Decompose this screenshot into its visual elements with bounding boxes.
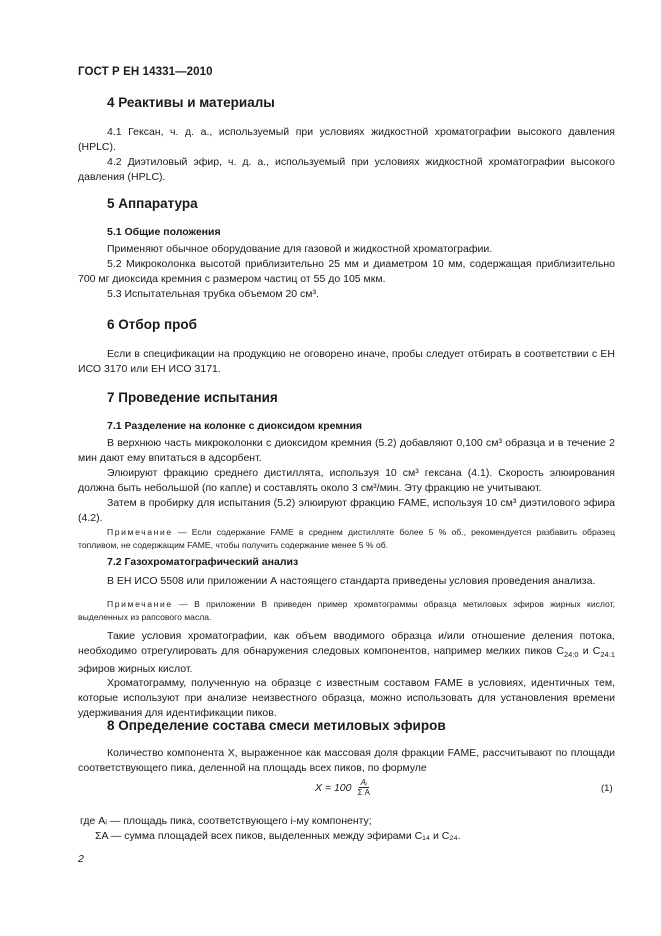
standard-header: ГОСТ Р ЕН 14331—2010 [78,66,213,78]
paragraph-7-2-b: Такие условия хроматографии, как объем вводимого образца и/или отношение деления потока, необходимо отрегулировать для обнаружения следовых компонентов, например мелких пиков $C_{24:0}$ и $C_{24:1}$ эфиров жирных кислот. [78,630,615,676]
formula-lhs: X = 100 [315,781,352,794]
paragraph-5-2: 5.2 Микроколонка высотой приблизительно 25 мм и диаметром 10 мм, содержащая приблизительно 700 мг диоксида кремния с размером частиц от 55 до 105 мкм. [78,258,615,285]
paragraph-7-1-a: В верхнюю часть микроколонки с диоксидом кремния (5.2) добавляют 0,100 см³ образца и в течение 2 мин дают ему впитаться в адсорбент. [78,437,615,464]
subsection-7-1-title: 7.1 Разделение на колонке с диоксидом кремния [107,420,363,432]
note-7-1: Примечание — Если содержание FAME в среднем дистилляте более 5 % об., рекомендуется разбавить образец топливом, не содержащим FAME, чтобы получить содержание менее 5 % об. [78,527,615,550]
where-line-1: где Aᵢ — площадь пика, соответствующего i-му компоненту; [80,815,372,827]
paragraph-5-3: 5.3 Испытательная трубка объемом 20 см³. [107,288,319,300]
paragraph-7-1-b: Элюируют фракцию среднего дистиллята, используя 10 см³ гексана (4.1). Скорость элюирования должна быть небольшой (по капле) и составлять около 3 см³/мин. Эту фракцию не учитывают. [78,467,615,494]
subsection-7-2-title: 7.2 Газохроматографический анализ [107,556,299,568]
paragraph-4-2: 4.2 Диэтиловый эфир, ч. д. а., используемый при условиях жидкостной хроматографии высокого давления (HPLC). [78,156,615,183]
paragraph-7-2-a: В ЕН ИСО 5508 или приложении А настоящего стандарта приведены условия проведения анализа. [107,575,596,587]
paragraph-7-2-c: Хроматограмму, полученную на образце с известным составом FAME в условиях, идентичных тем, которые используют при анализе неизвестного образца, можно использовать для установления времени удерживания для идентификации пиков. [78,677,615,719]
paragraph-6: Если в спецификации на продукцию не оговорено иначе, пробы следует отбирать в соответствии с ЕН ИСО 3170 или ЕН ИСО 3171. [78,348,615,375]
section-8-title: 8 Определение состава смеси метиловых эфиров [107,718,446,733]
paragraph-8: Количество компонента X, выраженное как массовая доля фракции FAME, рассчитывают по площади соответствующего пика, деленной на площадь всех пиков, по формуле [78,747,615,774]
section-6-title: 6 Отбор проб [107,317,197,332]
note-7-2: Примечание — В приложении В приведен пример хроматограммы образца метиловых эфиров жирных кислот, выделенных из рапсового масла. [78,599,615,622]
paragraph-4-1: 4.1 Гексан, ч. д. а., используемый при условиях жидкостной хроматографии высокого давления (HPLC). [78,126,615,153]
subsection-5-1-title: 5.1 Общие положения [107,226,221,238]
page-number: 2 [78,853,84,865]
section-7-title: 7 Проведение испытания [107,390,278,405]
formula-number: (1) [601,783,613,794]
section-5-title: 5 Аппаратура [107,196,198,211]
paragraph-7-1-c: Затем в пробирку для испытания (5.2) элюируют фракцию FAME, используя 10 см³ диэтилового эфира (4.2). [78,497,615,524]
section-4-title: 4 Реактивы и материалы [107,95,275,110]
formula-1 [315,778,372,797]
formula-fraction: $\frac{\text{Aᵢ}}{\text{Σ A}}$ [357,778,371,797]
paragraph-5-1: Применяют обычное оборудование для газовой и жидкостной хроматографии. [107,243,493,255]
where-line-2: ΣA — сумма площадей всех пиков, выделенных между эфирами C₁₄ и C₂₄. [95,830,461,842]
